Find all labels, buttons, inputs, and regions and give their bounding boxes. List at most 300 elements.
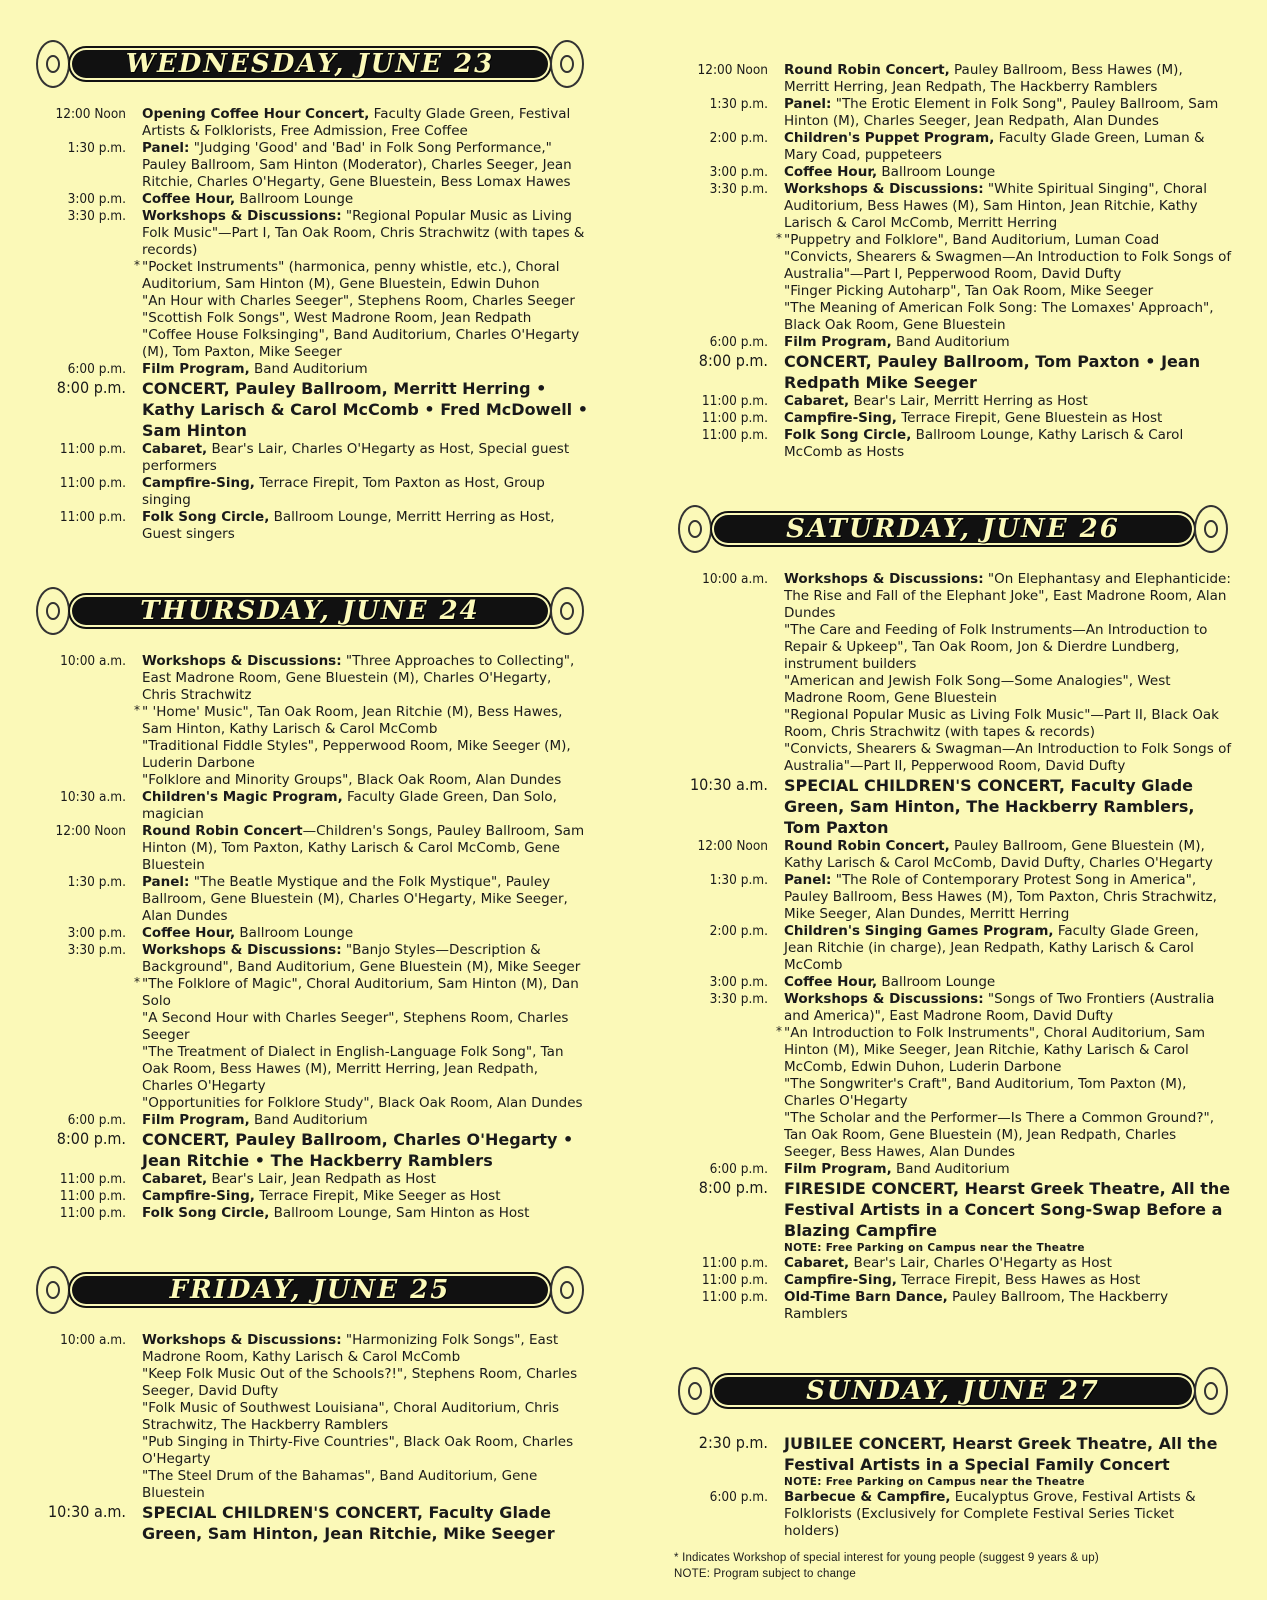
schedule-entry <box>674 393 1232 410</box>
schedule-entry <box>32 475 588 509</box>
event-type: Children's Puppet Program, <box>784 130 995 146</box>
schedule-entry <box>32 208 588 259</box>
entry-time <box>32 310 142 327</box>
event-type: Round Robin Concert <box>142 823 303 839</box>
entry-description <box>784 130 1232 164</box>
event-details: Terrace Firepit, Tom Paxton as Host, Group singing <box>142 475 545 508</box>
entry-text-wrap <box>784 776 1194 837</box>
schedule-entry <box>32 441 588 475</box>
event-type: Opening Coffee Hour Concert, <box>142 106 370 122</box>
entry-description <box>784 872 1232 923</box>
entry-text-wrap <box>784 352 1200 392</box>
entry-text-wrap <box>784 1025 1205 1075</box>
entry-description <box>784 1178 1232 1255</box>
event-type: Film Program, <box>142 1112 250 1128</box>
entry-text-wrap <box>142 1332 558 1365</box>
event-type: Campfire-Sing, <box>142 475 255 491</box>
event-type: Workshops & Discussions: <box>784 991 984 1007</box>
day-title: THURSDAY, JUNE 24 <box>68 593 552 629</box>
entry-description <box>784 923 1232 974</box>
entry-text-wrap <box>142 509 555 542</box>
entry-text-wrap <box>784 838 1213 871</box>
entry-description <box>784 1076 1232 1110</box>
schedule-entry <box>32 704 588 738</box>
entry-description <box>142 475 588 509</box>
entry-time: 8:00 p.m. <box>698 1178 768 1197</box>
entry-text-wrap <box>142 653 574 703</box>
event-type: Children's Magic Program, <box>142 789 343 805</box>
entry-time <box>32 1468 142 1502</box>
schedule-entry <box>32 1171 588 1188</box>
entry-time: 10:30 a.m. <box>47 1502 126 1521</box>
entry-time <box>32 704 142 738</box>
event-type: Workshops & Discussions: <box>784 181 984 197</box>
entry-description <box>784 96 1232 130</box>
entry-text-wrap <box>784 1434 1217 1474</box>
entry-description <box>784 300 1232 334</box>
entry-text-wrap <box>142 789 557 822</box>
day-title: SUNDAY, JUNE 27 <box>710 1373 1196 1409</box>
entry-time: 11:00 p.m. <box>701 427 768 443</box>
event-details: " 'Home' Music", Tan Oak Room, Jean Ritchie (M), Bess Hawes, Sam Hinton, Kathy Larisch & Carol McComb <box>142 704 563 737</box>
event-details: Pauley Ballroom, Bess Hawes (M), Merritt Herring, Jean Redpath, The Hackberry Ramblers <box>784 62 1183 95</box>
event-details: FIRESIDE CONCERT, Hearst Greek Theatre, All the Festival Artists in a Concert Song-Swap Before a Blazing Campfire <box>784 1179 1231 1240</box>
entry-time <box>674 1025 784 1076</box>
schedule-entry <box>674 571 1232 622</box>
entry-description <box>784 249 1232 283</box>
schedule-entry <box>674 181 1232 232</box>
schedule-entry <box>32 823 588 874</box>
event-details: Terrace Firepit, Bess Hawes as Host <box>896 1272 1141 1288</box>
entry-description <box>142 361 588 378</box>
entry-text-wrap <box>142 1188 501 1204</box>
entry-text-wrap <box>784 1161 1010 1177</box>
entry-text-wrap <box>784 249 1231 282</box>
event-type: Panel: <box>784 872 832 888</box>
day-saturday <box>674 499 1232 1327</box>
schedule-entry <box>674 232 1232 249</box>
entry-description <box>142 874 588 925</box>
schedule-entry <box>674 872 1232 923</box>
entry-time <box>674 673 784 707</box>
schedule-entry <box>674 974 1232 991</box>
event-type: Workshops & Discussions: <box>142 653 342 669</box>
entry-time: 3:30 p.m. <box>709 991 768 1007</box>
entry-description <box>784 427 1232 461</box>
event-details: SPECIAL CHILDREN'S CONCERT, Faculty Glade Green, Sam Hinton, Jean Ritchie, Mike Seeger <box>142 1503 555 1543</box>
schedule-entry <box>32 942 588 976</box>
event-type: Round Robin Concert, <box>784 838 950 854</box>
entry-description <box>142 310 588 327</box>
event-type: Cabaret, <box>784 393 850 409</box>
entry-time <box>674 300 784 334</box>
entry-description <box>784 393 1232 410</box>
entry-description <box>142 140 588 191</box>
entry-note: NOTE: Free Parking on Campus near the Theatre <box>784 1476 1085 1488</box>
schedule-entry <box>32 925 588 942</box>
schedule-entry <box>32 1095 588 1112</box>
entry-text-wrap <box>142 293 575 309</box>
schedule-entry <box>32 509 588 543</box>
scroll-ornament-icon <box>1194 1367 1228 1415</box>
event-details: Band Auditorium <box>249 1112 368 1128</box>
entry-text-wrap <box>142 976 579 1009</box>
entry-time: 3:00 p.m. <box>709 974 768 990</box>
schedule-entry <box>32 1205 588 1222</box>
event-details: "Scottish Folk Songs", West Madrone Room, Jean Redpath <box>142 310 532 326</box>
event-details: "Opportunities for Folklore Study", Black Oak Room, Alan Dundes <box>142 1095 583 1111</box>
entry-description <box>142 1205 588 1222</box>
entry-text-wrap <box>784 300 1214 333</box>
entry-time <box>32 738 142 772</box>
entry-time: 3:00 p.m. <box>67 191 126 207</box>
schedule-entry <box>674 1489 1232 1540</box>
event-details: "White Spiritual Singing", Choral Auditorium, Bess Hawes (M), Sam Hinton, Jean Ritchie, Kathy Larisch & Carol McComb, Merritt Herring <box>784 181 1207 231</box>
entry-time <box>674 707 784 741</box>
day-sunday <box>674 1361 1232 1544</box>
event-type: Workshops & Discussions: <box>142 1332 342 1348</box>
schedule-entry <box>674 1178 1232 1255</box>
schedule-entry <box>674 283 1232 300</box>
entry-description <box>784 1489 1232 1540</box>
schedule-entry <box>32 361 588 378</box>
schedule-entry <box>674 673 1232 707</box>
event-details: Ballroom Lounge <box>235 925 354 941</box>
entry-time: 11:00 p.m. <box>59 441 126 457</box>
entry-text-wrap <box>142 1468 537 1501</box>
entry-text-wrap <box>784 923 1199 973</box>
event-details: JUBILEE CONCERT, Hearst Greek Theatre, All the Festival Artists in a Special Family Concert <box>784 1434 1218 1474</box>
schedule-entry <box>32 1188 588 1205</box>
event-details: "Regional Popular Music as Living Folk Music"—Part I, Tan Oak Room, Chris Strachwitz (with tapes & records) <box>142 208 585 258</box>
entry-description <box>142 1095 588 1112</box>
schedule-entry <box>674 1025 1232 1076</box>
entry-time <box>674 283 784 300</box>
scroll-ornament-icon <box>550 587 584 635</box>
scroll-ornament-icon <box>678 505 712 553</box>
entry-text-wrap <box>784 62 1183 95</box>
entry-description <box>784 974 1232 991</box>
entry-time: 11:00 p.m. <box>59 1188 126 1204</box>
event-details: "Harmonizing Folk Songs", East Madrone Room, Kathy Larisch & Carol McComb <box>142 1332 559 1365</box>
schedule-entry <box>32 259 588 293</box>
schedule-entry <box>32 378 588 441</box>
entry-time: 11:00 p.m. <box>701 1255 768 1271</box>
entry-text-wrap <box>142 441 569 474</box>
entry-text-wrap <box>784 181 1207 231</box>
entry-description <box>142 1400 588 1434</box>
entry-text-wrap <box>142 1130 573 1170</box>
event-type: Cabaret, <box>142 1171 208 1187</box>
day-banner <box>32 1260 588 1320</box>
entry-time: 11:00 p.m. <box>59 1205 126 1221</box>
entry-time <box>674 232 784 249</box>
event-type: Old-Time Barn Dance, <box>784 1289 948 1305</box>
event-details: "The Care and Feeding of Folk Instruments—An Introduction to Repair & Upkeep", Tan Oak Room, Jon & Dierdre Lundberg, instrument builders <box>784 622 1208 672</box>
event-type: Workshops & Discussions: <box>784 571 984 587</box>
event-type: Coffee Hour, <box>142 925 236 941</box>
schedule-entry <box>674 707 1232 741</box>
entry-text-wrap <box>784 741 1231 774</box>
entry-time <box>32 1095 142 1112</box>
entry-time <box>32 259 142 293</box>
event-details: "Pocket Instruments" (harmonica, penny whistle, etc.), Choral Auditorium, Sam Hinton (M), Gene Bluestein, Edwin Duhon <box>142 259 560 292</box>
entry-time: 1:30 p.m. <box>709 872 768 888</box>
entry-description <box>142 1044 588 1095</box>
entry-text-wrap <box>142 106 570 139</box>
schedule-entry <box>674 300 1232 334</box>
entry-note: NOTE: Free Parking on Campus near the Theatre <box>784 1242 1085 1254</box>
entry-text-wrap <box>784 393 1088 409</box>
day-title: FRIDAY, JUNE 25 <box>68 1272 552 1308</box>
entry-time <box>32 1366 142 1400</box>
event-type: Cabaret, <box>784 1255 850 1271</box>
entry-text-wrap <box>142 1434 573 1467</box>
event-details: CONCERT, Pauley Ballroom, Charles O'Hegarty • Jean Ritchie • The Hackberry Ramblers <box>142 1130 574 1170</box>
entry-text-wrap <box>142 1503 555 1543</box>
entry-description <box>784 1025 1232 1076</box>
event-details: "Finger Picking Autoharp", Tan Oak Room, Mike Seeger <box>784 283 1154 299</box>
schedule-entry <box>32 1468 588 1502</box>
entry-description <box>784 571 1232 622</box>
entry-description <box>142 1112 588 1129</box>
entry-text-wrap <box>784 1110 1214 1160</box>
event-details: Band Auditorium <box>249 361 368 377</box>
event-type: Film Program, <box>142 361 250 377</box>
event-type: Campfire-Sing, <box>142 1188 255 1204</box>
event-details: "An Introduction to Folk Instruments", Choral Auditorium, Sam Hinton (M), Mike Seeger, Jean Ritchie, Kathy Larisch & Carol McComb, Edwin Duhon, Luderin Darbone <box>784 1025 1206 1075</box>
event-details: "On Elephantasy and Elephanticide: The Rise and Fall of the Elephant Joke", East Madrone Room, Alan Dundes <box>784 571 1231 621</box>
schedule-entry <box>32 140 588 191</box>
entry-text-wrap <box>784 872 1217 922</box>
scroll-ornament-icon <box>678 1367 712 1415</box>
entry-time: 11:00 p.m. <box>701 1289 768 1305</box>
scroll-ornament-icon <box>36 1266 70 1314</box>
entry-time: 12:00 Noon <box>697 838 768 854</box>
entry-description <box>142 823 588 874</box>
schedule-entry <box>32 874 588 925</box>
schedule-entry <box>674 1110 1232 1161</box>
event-details: "Keep Folk Music Out of the Schools?!", Stephens Room, Charles Seeger, David Dufty <box>142 1366 578 1399</box>
entry-description <box>784 1289 1232 1323</box>
event-type: Film Program, <box>784 334 892 350</box>
entry-text-wrap <box>142 361 368 377</box>
event-details: Ballroom Lounge <box>235 191 354 207</box>
entry-text-wrap <box>784 410 1162 426</box>
event-details: "Puppetry and Folklore", Band Auditorium, Luman Coad <box>784 232 1160 248</box>
entry-text-wrap <box>142 942 580 975</box>
entry-description <box>142 1332 588 1366</box>
entry-time: 10:00 a.m. <box>60 653 126 669</box>
entry-description <box>142 772 588 789</box>
entry-time: 3:00 p.m. <box>67 925 126 941</box>
entry-time: 11:00 p.m. <box>701 410 768 426</box>
event-details: Bear's Lair, Merritt Herring as Host <box>849 393 1088 409</box>
entry-description <box>784 991 1232 1025</box>
right-column <box>674 0 1232 1582</box>
entry-description <box>142 1434 588 1468</box>
entry-time <box>32 1434 142 1468</box>
entry-description <box>784 334 1232 351</box>
schedule-entry <box>674 334 1232 351</box>
entry-text-wrap <box>784 1255 1112 1271</box>
entry-time: 2:00 p.m. <box>709 130 768 146</box>
entry-text-wrap <box>142 140 572 190</box>
entry-description <box>142 441 588 475</box>
event-type: Barbecue & Campfire, <box>784 1489 951 1505</box>
event-type: Folk Song Circle, <box>142 1205 270 1221</box>
entry-text-wrap <box>142 1010 568 1043</box>
entry-time: 12:00 Noon <box>55 823 126 839</box>
event-details: "American and Jewish Folk Song—Some Analogies", West Madrone Room, Gene Bluestein <box>784 673 1171 706</box>
scroll-ornament-icon <box>36 587 70 635</box>
entry-time <box>674 622 784 673</box>
entry-description <box>142 1502 588 1544</box>
schedule-entry <box>32 1502 588 1544</box>
event-details: Faculty Glade Green, Luman & Mary Coad, puppeteers <box>784 130 1205 163</box>
entry-time: 3:30 p.m. <box>709 181 768 197</box>
entry-time: 8:00 p.m. <box>56 378 126 397</box>
event-details: Ballroom Lounge, Kathy Larisch & Carol McComb as Hosts <box>784 427 1184 460</box>
event-details: Bear's Lair, Jean Redpath as Host <box>207 1171 436 1187</box>
entry-text-wrap <box>784 334 1010 350</box>
event-details: "The Beatle Mystique and the Folk Mystique", Pauley Ballroom, Gene Bluestein (M), Charles O'Hegarty, Mike Seeger, Alan Dundes <box>142 874 568 924</box>
schedule-entry <box>674 622 1232 673</box>
entry-time: 11:00 p.m. <box>701 1272 768 1288</box>
event-type: Workshops & Discussions: <box>142 208 342 224</box>
entry-text-wrap <box>784 164 995 180</box>
day-banner <box>674 1361 1232 1421</box>
entry-text-wrap <box>784 96 1218 129</box>
entry-time: 2:00 p.m. <box>709 923 768 939</box>
entry-time <box>32 1044 142 1095</box>
schedule-entry <box>674 1255 1232 1272</box>
entry-description <box>784 741 1232 775</box>
entry-text-wrap <box>142 874 568 924</box>
entry-time: 3:00 p.m. <box>709 164 768 180</box>
entry-description <box>784 1161 1232 1178</box>
event-details: "The Erotic Element in Folk Song", Pauley Ballroom, Sam Hinton (M), Charles Seeger, Jean Redpath, Alan Dundes <box>784 96 1219 129</box>
event-details: Ballroom Lounge, Merritt Herring as Host, Guest singers <box>142 509 555 542</box>
event-details: —Children's Songs, Pauley Ballroom, Sam Hinton (M), Tom Paxton, Kathy Larisch & Carol McComb, Gene Bluestein <box>142 823 585 873</box>
entry-text-wrap <box>142 772 561 788</box>
schedule-entry <box>32 1400 588 1434</box>
day-banner <box>32 34 588 94</box>
event-details: Faculty Glade Green, Dan Solo, magician <box>142 789 557 822</box>
entry-text-wrap <box>142 823 584 873</box>
event-type: Panel: <box>784 96 832 112</box>
event-details: "Convicts, Shearers & Swagmen—An Introduction to Folk Songs of Australia"—Part I, Pepperwood Room, David Dufty <box>784 249 1232 282</box>
entry-time: 3:30 p.m. <box>67 208 126 224</box>
schedule-entry <box>674 96 1232 130</box>
event-details: "An Hour with Charles Seeger", Stephens Room, Charles Seeger <box>142 293 575 309</box>
entry-description <box>142 704 588 738</box>
event-details: "Folklore and Minority Groups", Black Oak Room, Alan Dundes <box>142 772 562 788</box>
event-details: SPECIAL CHILDREN'S CONCERT, Faculty Glade Green, Sam Hinton, The Hackberry Ramblers, Tom Paxton <box>784 776 1195 837</box>
event-details: CONCERT, Pauley Ballroom, Merritt Herring • Kathy Larisch & Carol McComb • Fred McDowell • Sam Hinton <box>142 379 588 440</box>
event-type: Folk Song Circle, <box>142 509 270 525</box>
entry-description <box>784 232 1232 249</box>
entry-text-wrap <box>784 571 1231 621</box>
entry-time: 10:00 a.m. <box>60 1332 126 1348</box>
entry-text-wrap <box>142 208 584 258</box>
event-details: Ballroom Lounge, Sam Hinton as Host <box>269 1205 530 1221</box>
entry-description <box>784 1433 1232 1489</box>
entry-text-wrap <box>142 191 353 207</box>
entry-text-wrap <box>142 379 588 440</box>
schedule-entry <box>32 1010 588 1044</box>
day-banner <box>32 581 588 641</box>
entry-text-wrap <box>142 1366 577 1399</box>
event-details: "Songs of Two Frontiers (Australia and America)", East Madrone Room, David Dufty <box>784 991 1215 1024</box>
schedule-entry <box>32 1129 588 1171</box>
entry-text-wrap <box>142 1044 564 1094</box>
entry-description <box>142 942 588 976</box>
schedule-entry <box>32 191 588 208</box>
event-details: Ballroom Lounge <box>877 974 996 990</box>
event-details: "The Treatment of Dialect in English-Language Folk Song", Tan Oak Room, Bess Hawes (M), Merritt Herring, Jean Redpath, Charles O'Hegarty <box>142 1044 564 1094</box>
entry-time <box>32 772 142 789</box>
entry-time: 6:00 p.m. <box>709 1489 768 1505</box>
event-details: "The Steel Drum of the Bahamas", Band Auditorium, Gene Bluestein <box>142 1468 538 1501</box>
entry-time <box>32 327 142 361</box>
schedule-entry <box>32 1112 588 1129</box>
schedule-entry <box>674 62 1232 96</box>
entry-text-wrap <box>142 475 545 508</box>
schedule-entry <box>674 1076 1232 1110</box>
entry-text-wrap <box>142 704 562 737</box>
entry-description <box>784 673 1232 707</box>
entry-text-wrap <box>784 974 995 990</box>
entry-description <box>142 208 588 259</box>
scroll-ornament-icon <box>1194 505 1228 553</box>
event-details: "The Meaning of American Folk Song: The Lomaxes' Approach", Black Oak Room, Gene Bluestein <box>784 300 1214 333</box>
schedule-entry <box>32 789 588 823</box>
schedule-entry <box>32 772 588 789</box>
event-details: Band Auditorium <box>891 1161 1010 1177</box>
entry-description <box>784 1272 1232 1289</box>
entry-description <box>784 1110 1232 1161</box>
entry-text-wrap <box>784 427 1183 460</box>
schedule-entry <box>32 1366 588 1400</box>
schedule-entry <box>32 327 588 361</box>
entry-text-wrap <box>784 707 1219 740</box>
schedule-entry <box>32 310 588 327</box>
schedule-entry <box>674 164 1232 181</box>
left-column <box>32 0 588 1548</box>
entry-description <box>142 1010 588 1044</box>
entry-description <box>784 838 1232 872</box>
event-details: Terrace Firepit, Mike Seeger as Host <box>254 1188 501 1204</box>
entry-description <box>784 164 1232 181</box>
entry-description <box>142 509 588 543</box>
entry-text-wrap <box>784 1179 1230 1240</box>
scroll-ornament-icon <box>550 40 584 88</box>
schedule-entry <box>674 1161 1232 1178</box>
event-type: Campfire-Sing, <box>784 410 897 426</box>
schedule-entry <box>674 991 1232 1025</box>
event-details: "The Songwriter's Craft", Band Auditorium, Tom Paxton (M), Charles O'Hegarty <box>784 1076 1187 1109</box>
entry-description <box>784 351 1232 393</box>
schedule-entry <box>674 249 1232 283</box>
schedule-entry <box>32 738 588 772</box>
schedule-entry <box>32 106 588 140</box>
event-type: Folk Song Circle, <box>784 427 912 443</box>
entry-time <box>32 1400 142 1434</box>
entry-description <box>784 62 1232 96</box>
entry-description <box>784 775 1232 838</box>
event-details: "Judging 'Good' and 'Bad' in Folk Song Performance," Pauley Ballroom, Sam Hinton (Moderator), Charles Seeger, Jean Ritchie, Charles O'Hegarty, Gene Bluestein, Bess Lomax Hawes <box>142 140 572 190</box>
